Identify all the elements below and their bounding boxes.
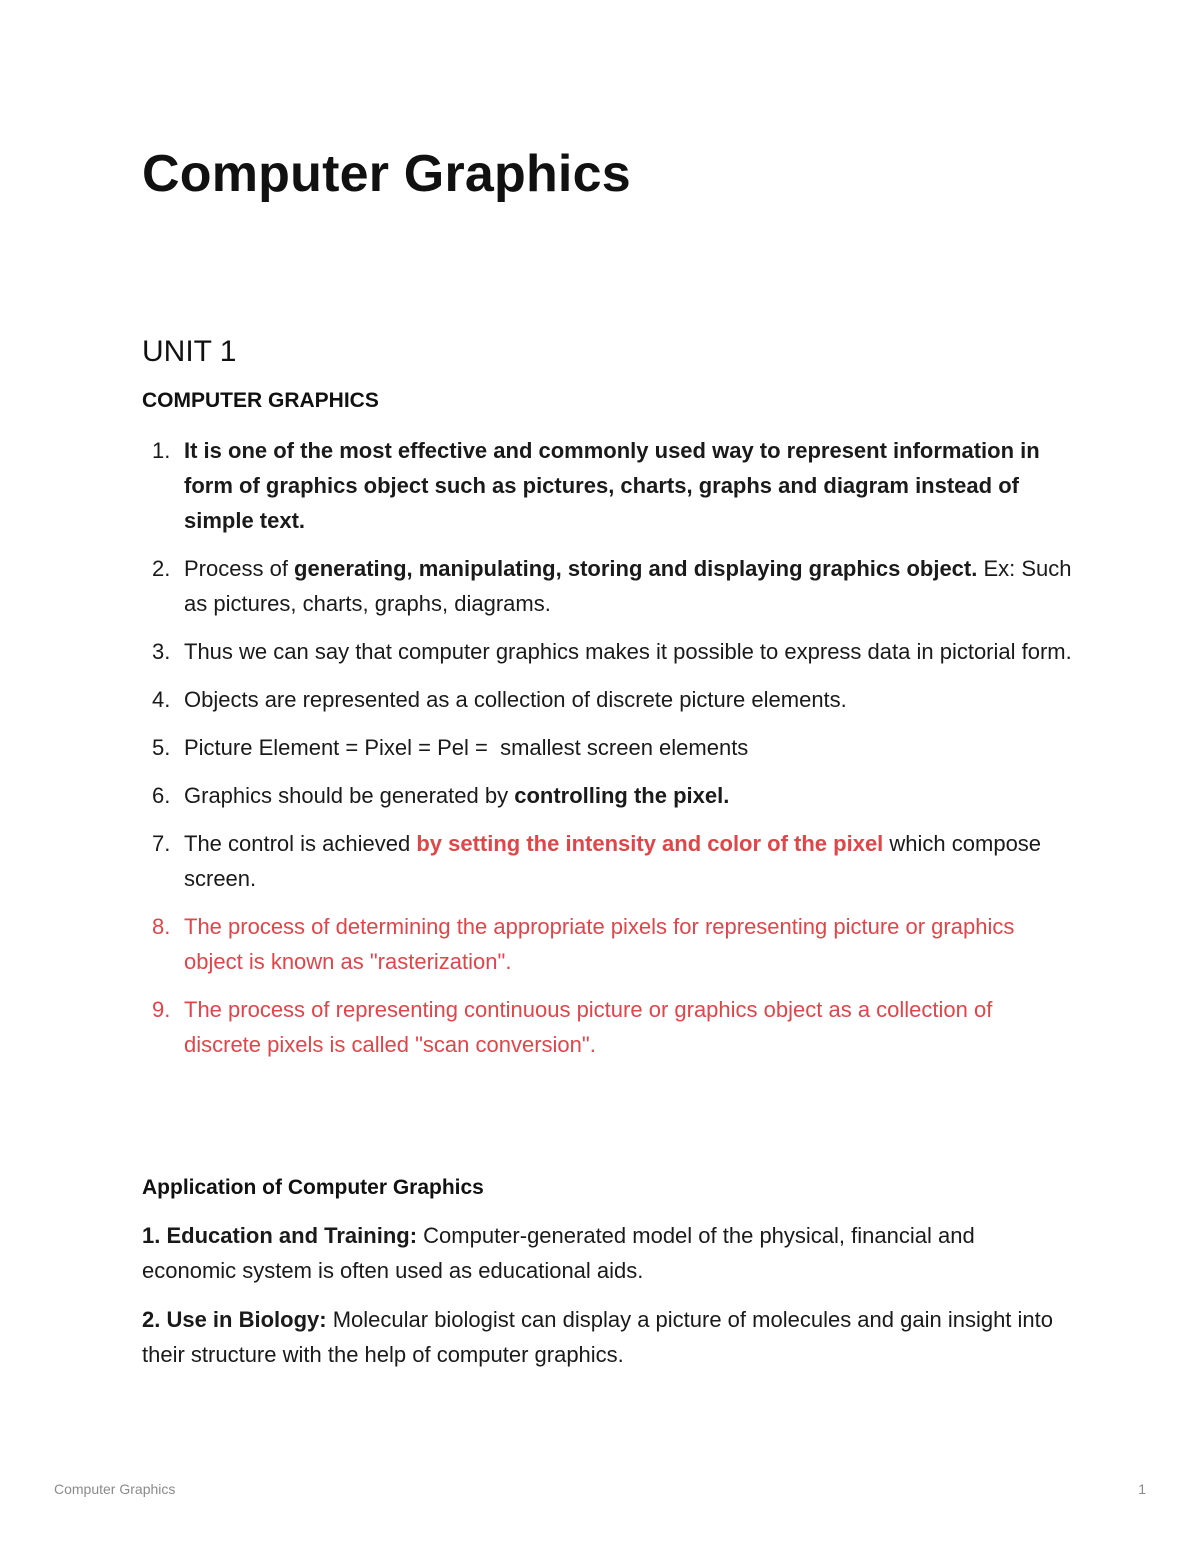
list-item: [142, 634, 1072, 669]
list-number: 7.: [152, 831, 171, 856]
application-label: 2. Use in Biology:: [142, 1307, 327, 1332]
list-item: [142, 778, 1072, 813]
list-item-bold-text: generating, manipulating, storing and displaying graphics object.: [294, 556, 978, 581]
list-number: 3.: [152, 639, 171, 664]
unit-heading: UNIT 1: [142, 335, 237, 368]
list-item: [142, 682, 1072, 717]
section-heading: COMPUTER GRAPHICS: [142, 389, 379, 412]
applications-heading: Application of Computer Graphics: [142, 1176, 484, 1199]
list-item: [142, 826, 1072, 896]
application-entry: [142, 1302, 1072, 1372]
list-item-text: Thus we can say that computer graphics makes it possible to express data in pictorial form.: [184, 639, 1072, 664]
list-item-bold-text: controlling the pixel.: [514, 783, 730, 808]
list-item: [142, 730, 1072, 765]
list-item-highlight-text: The process of representing continuous picture or graphics object as a collection of discrete pixels is called "scan conversion".: [184, 997, 993, 1057]
page-title: Computer Graphics: [142, 145, 631, 203]
list-item-highlight-text: The process of determining the appropriate pixels for representing picture or graphics object is known as "rasterization".: [184, 914, 1015, 974]
list-item-text: which compose screen.: [184, 831, 1042, 891]
footer-title: Computer Graphics: [54, 1481, 176, 1497]
list-item-text: The control is achieved: [184, 831, 417, 856]
list-item-text: Ex: Such as pictures, charts, graphs, diagrams.: [184, 556, 1072, 616]
list-item-text: Picture Element = Pixel = Pel = smallest screen elements: [184, 735, 749, 760]
list-number: 9.: [152, 997, 171, 1022]
application-text: Molecular biologist can display a picture of molecules and gain insight into their structure with the help of computer graphics.: [142, 1307, 1054, 1367]
list-number: 2.: [152, 556, 171, 581]
list-item-text: Graphics should be generated by: [184, 783, 515, 808]
list-number: 5.: [152, 735, 171, 760]
list-number: 8.: [152, 914, 171, 939]
list-number: 6.: [152, 783, 171, 808]
definition-list: [142, 433, 1072, 1075]
application-entry: [142, 1218, 1072, 1288]
list-item: [142, 992, 1072, 1062]
list-number: 4.: [152, 687, 171, 712]
list-item: [142, 551, 1072, 621]
footer-page-number: 1: [1138, 1481, 1146, 1497]
list-number: 1.: [152, 438, 171, 463]
list-item-text: Process of: [184, 556, 295, 581]
application-text: Computer-generated model of the physical, financial and economic system is often used as educational aids.: [142, 1223, 975, 1283]
list-item: [142, 433, 1072, 538]
list-item-highlight-text: by setting the intensity and color of the pixel: [416, 831, 884, 856]
list-item-bold-text: It is one of the most effective and commonly used way to represent information in form of graphics object such as pictures, charts, graphs and diagram instead of simple text.: [184, 438, 1040, 533]
list-item: [142, 909, 1072, 979]
application-label: 1. Education and Training:: [142, 1223, 418, 1248]
list-item-text: Objects are represented as a collection of discrete picture elements.: [184, 687, 847, 712]
